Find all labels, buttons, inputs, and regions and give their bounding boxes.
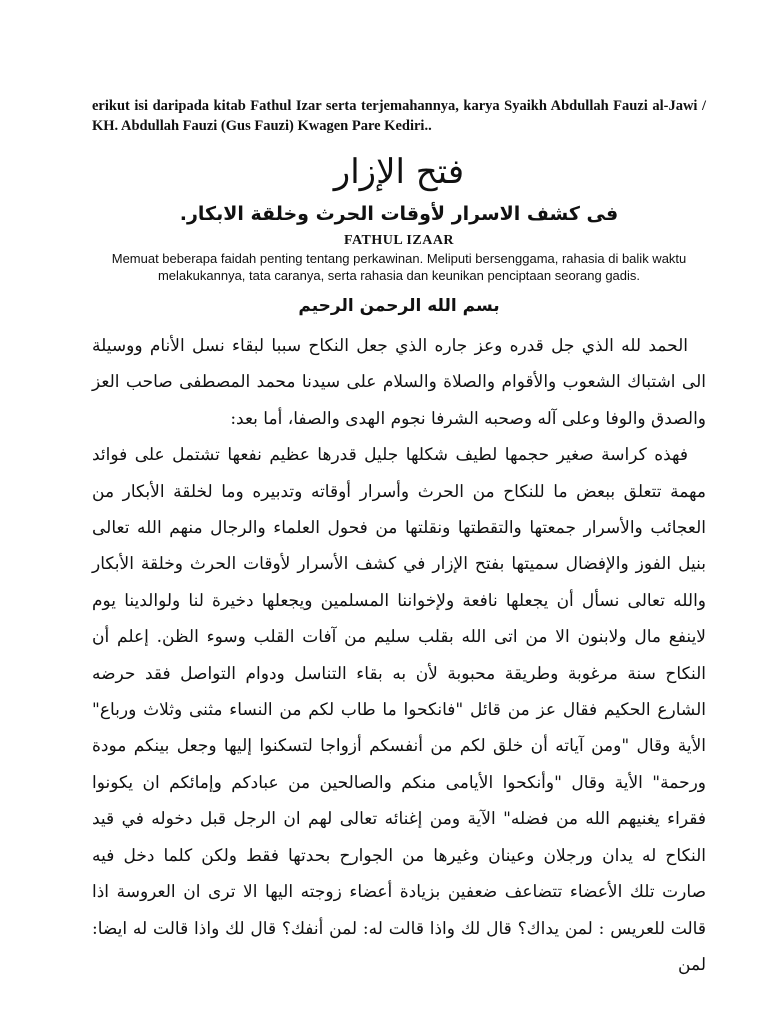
bismillah-heading: بسم الله الرحمن الرحيم (298, 296, 500, 316)
arabic-subtitle: فى كشف الاسرار لأوقات الحرث وخلقة الابكار. (179, 203, 619, 225)
intro-text: erikut isi daripada kitab Fathul Izar serta terjemahannya, karya Syaikh Abdullah Fauzi al-Jawi / KH. Abdullah Fauzi (Gus Fauzi) Kwagen Pare Kediri.. (92, 98, 706, 134)
description-text: Memuat beberapa faidah penting tentang perkawinan. Meliputi bersenggama, rahasia di balik waktu melakukannya, tata caranya, serta rahasia dan keunikan penciptaan seorang gadis. (111, 251, 687, 283)
latin-title: FATHUL IZAAR (343, 233, 455, 248)
arabic-paragraph-2: فهذه كراسة صغير حجمها لطيف شكلها جليل قدرها عظيم نفعها تشتمل على فوائد مهمة تتعلق ببعض ما للنكاح من الحرث وأسرار أوقاته وتدبيره وما لخلقة الأبكار من العجائب والأسرار جمعتها والتقطتها ونقلتها من فحول العلماء والرجال منهم الله تعالى بنيل الفوز والإفضال سميتها بفتح الإزار في كشف الأسرار لأوقات الحرث وخلقة الأبكار والله تعالى نسأل أن يجعلها نافعة ولإخواننا المسلمين ويجعلها دخيرة لنا ولوالدينا يوم لاينفع مال ولابنون الا من اتى الله بقلب سليم من آفات القلب وسوء الظن. إعلم أن النكاح سنة مرغوبة وطريقة محبوبة لأن به بقاء التناسل ودوام التواصل فقد حرضه الشارع الحكيم فقال عز من قائل "فانكحوا ما طاب لكم من النساء مثنى وثلاث ورباع" الأية وقال "ومن آياته أن خلق لكم من أنفسكم أزواجا لتسكنوا إليها وجعل بينكم مودة ورحمة" الأية وقال "وأنكحوا الأيامى منكم والصالحين من عبادكم وإمائكم ان يكونوا فقراء يغنيهم الله من فضله" الآية ومن إغنائه تعالى لهم ان الرجل قبل دخوله في قيد النكاح له يدان ورجلان وعينان وغيرها من الجوارح بحدتها فقط ولكن كلما دخل فيه صارت تلك الأعضاء تتضاعف ضعفين بزيادة أعضاء زوجته اليها الا ترى ان العروسة اذا قالت للعريس : لمن يداك؟ قال لك واذا قالت له: لمن أنفك؟ قال لك واذا قالت له ايضا: لمن (92, 445, 706, 975)
arabic-title: فتح الإزار (333, 152, 465, 192)
arabic-body (92, 328, 706, 983)
arabic-paragraph-1: الحمد لله الذي جل قدره وعز جاره الذي جعل النكاح سببا لبقاء نسل الأنام ووسيلة الى اشتباك الشعوب والأقوام والصلاة والسلام على سيدنا محمد المصطفى صاحب العز والصدق والوفا وعلى آله وصحبه الشرفا نجوم الهدى والصفا، أما بعد: (92, 336, 706, 429)
